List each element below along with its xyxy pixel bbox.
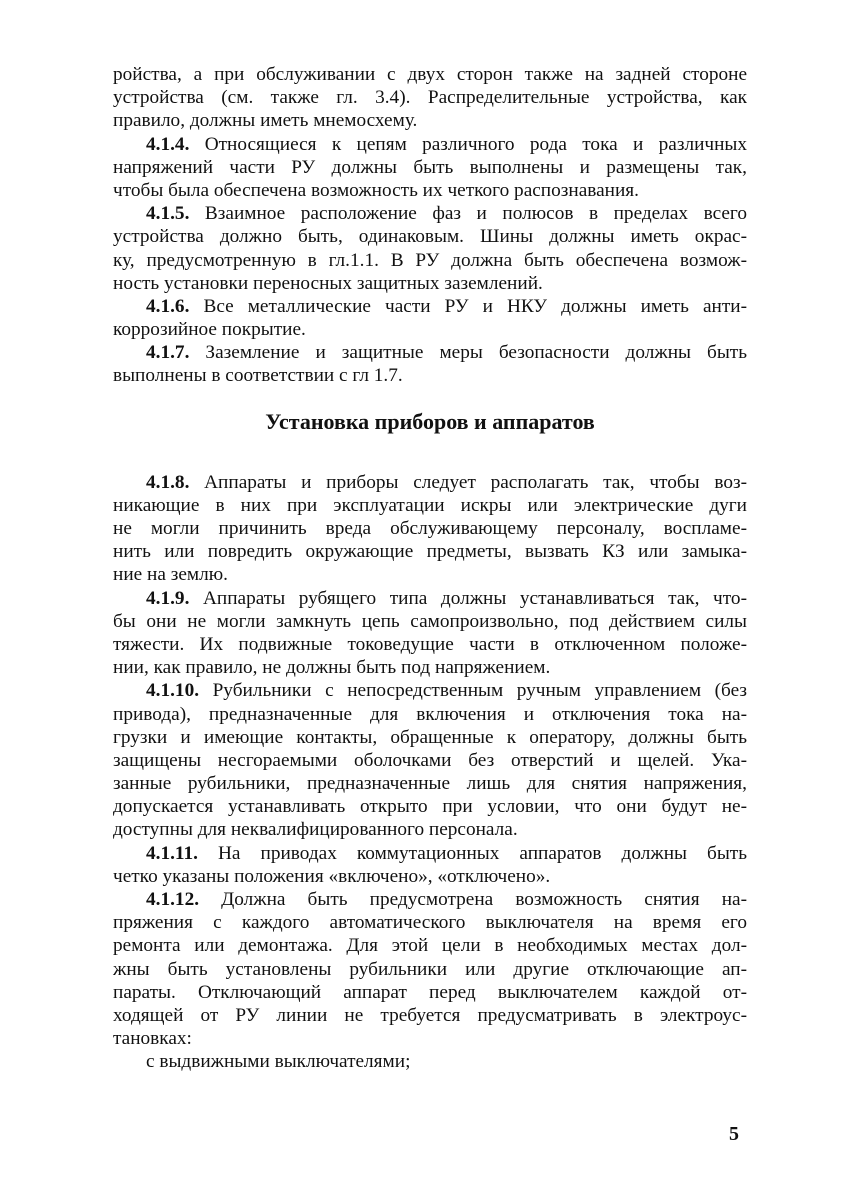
text-line: тяжести. Их подвижные токоведущие части в отключенном положе- [113,633,747,655]
text-line: выполнены в соответствии с гл 1.7. [113,365,403,387]
text-line: пряжения с каждого автоматического выключателя на время его [113,912,747,934]
text-line: привода), предназначенные для включения и отключения тока на- [113,703,747,725]
text-line: жны быть установлены рубильники или другие отключающие ап- [113,958,747,980]
text-line: коррозийное покрытие. [113,319,306,341]
text-line: ние на землю. [113,564,228,586]
paragraph-4-1-11: 4.1.11. На приводах коммутационных аппаратов должны быть [146,842,747,864]
text-line: доступны для неквалифицированного персонала. [113,819,518,841]
text-line: грузки и имеющие контакты, обращенные к оператору, должны быть [113,726,747,748]
paragraph-4-1-12: 4.1.12. Должна быть предусмотрена возможность снятия на- [146,889,747,910]
section-heading: Установка приборов и аппаратов [265,408,595,434]
text-line: напряжений части РУ должны быть выполнены и размещены так, [113,156,747,178]
paragraph-4-1-6: 4.1.6. Все металлические части РУ и НКУ должны иметь анти- [146,295,747,317]
clause-number: 4.1.5. [146,203,190,225]
text-line: бы они не могли замкнуть цепь самопроизвольно, под действием силы [113,610,747,632]
paragraph-4-1-5: 4.1.5. Взаимное расположение фаз и полюсов в пределах всего [146,203,747,225]
clause-number: 4.1.11. [146,842,198,864]
text-line: устройства должно быть, одинаковым. Шины должны иметь окрас- [113,226,747,248]
text-line: нить или повредить окружающие предметы, вызвать КЗ или замыка- [113,541,747,563]
text-line: ность установки переносных защитных заземлений. [113,272,543,294]
list-item: с выдвижными выключателями; [146,1051,411,1073]
page-number: 5 [729,1123,739,1145]
text-line: нии, как правило, не должны быть под напряжением. [113,657,551,679]
clause-number: 4.1.12. [146,889,200,910]
paragraph-4-1-4: 4.1.4. Относящиеся к цепям различного рода тока и различных [146,133,747,155]
text-line: параты. Отключающий аппарат перед выключателем каждой от- [113,981,747,1003]
text-line: допускается устанавливать открыто при условии, что они будут не- [113,796,747,818]
text-line: ходящей от РУ линии не требуется предусматривать в электроус- [113,1004,747,1026]
text-line: ку, предусмотренную в гл.1.1. В РУ должна быть обеспечена возмож- [113,249,747,271]
paragraph-4-1-10: 4.1.10. Рубильники с непосредственным ручным управлением (без [146,680,747,702]
clause-number: 4.1.9. [146,587,190,609]
text-line: никающие в них при эксплуатации искры или электрические дуги [113,494,747,516]
paragraph-4-1-7: 4.1.7. Заземление и защитные меры безопасности должны быть [146,342,747,364]
body-text [113,63,747,1074]
text-line: ройства, а при обслуживании с двух сторон также на задней стороне [113,64,747,85]
text-line: устройства (см. также гл. 3.4). Распределительные устройства, как [113,87,747,109]
paragraph-4-1-8: 4.1.8. Аппараты и приборы следует располагать так, чтобы воз- [146,471,747,493]
text-line: четко указаны положения «включено», «отключено». [113,865,551,887]
clause-number: 4.1.10. [146,680,200,702]
text-line: не могли причинить вреда обслуживающему персоналу, воспламе- [113,518,747,539]
text-line: правило, должны иметь мнемосхему. [113,110,418,132]
clause-number: 4.1.8. [146,471,190,493]
clause-number: 4.1.4. [146,133,190,155]
text-line: ремонта или демонтажа. Для этой цели в необходимых местах дол- [113,935,747,957]
text-line: защищены несгораемыми оболочками без отверстий и щелей. Ука- [113,749,747,771]
clause-number: 4.1.7. [146,342,190,364]
clause-number: 4.1.6. [146,295,190,317]
text-line: чтобы была обеспечена возможность их четкого распознавания. [113,179,639,201]
paragraph-4-1-9: 4.1.9. Аппараты рубящего типа должны устанавливаться так, что- [146,587,747,609]
text-line: занные рубильники, предназначенные лишь для снятия напряжения, [113,773,747,795]
text-line: тановках: [113,1028,192,1050]
